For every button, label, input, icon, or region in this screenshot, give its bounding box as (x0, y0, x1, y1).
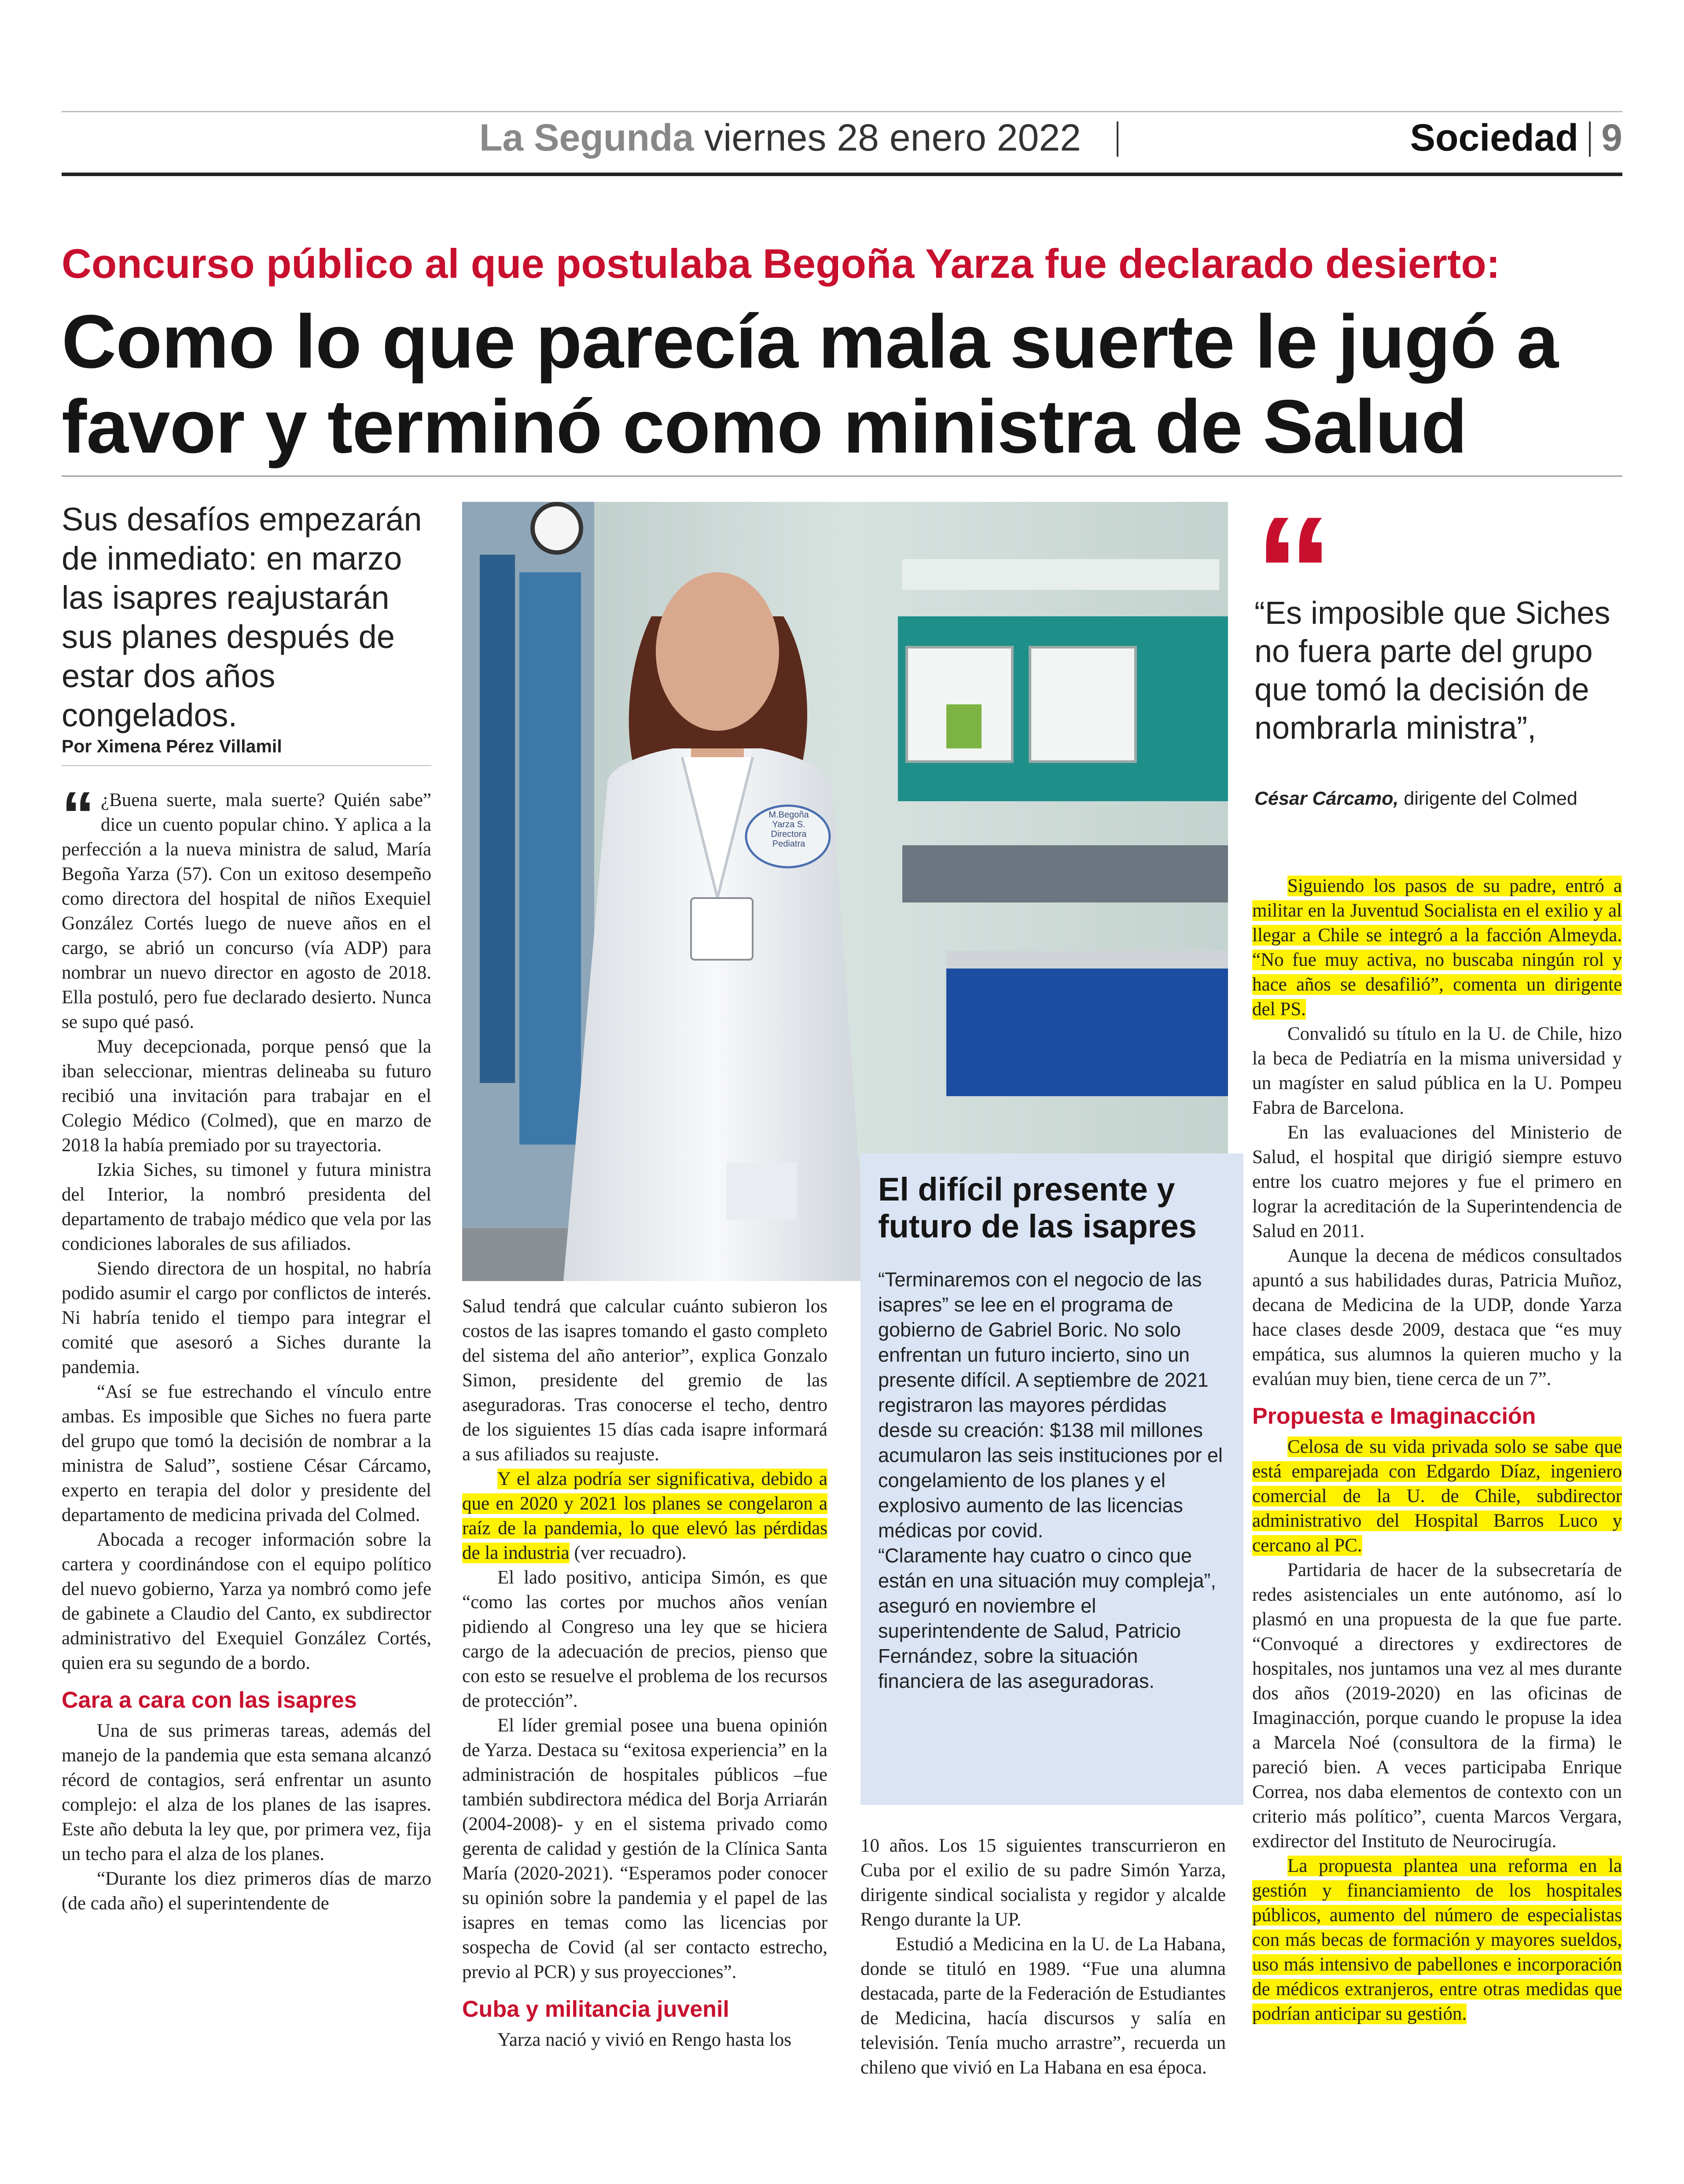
byline-rule (62, 765, 431, 766)
paragraph: Izkia Siches, su timonel y futura ministra del Interior, la nombró presidenta del departamento de trabajo médico que vela por las condiciones laborales de sus afiliados. (62, 1160, 431, 1254)
name-badge (758, 810, 820, 849)
issue-date: viernes 28 enero 2022 (704, 117, 1081, 159)
header-divider-2 (1589, 122, 1591, 157)
paragraph: Abocada a recoger información sobre la cartera y coordinándose con el equipo político del nuevo gobierno, Yarza ya nombró como jefe de gabinete a Claudio del Canto, ex subdirector administrativo del Exequiel González Cortés, quien era su segundo de a bordo. (62, 1529, 431, 1673)
article-column-4 (1252, 874, 1622, 2026)
paragraph: El líder gremial posee una buena opinión de Yarza. Destaca su “exitosa experiencia” en la administración de hospitales públicos –fue también subdirectora médica del Borja Arriarán (2004-2008)- y en el sistema privado como gerenta de calidad y gestión de la Clínica Santa María (2020-2021). “Esperamos poder conocer su opinión sobre la pandemia y el papel de las isapres en temas como las licencias por sospecha de Covid (al ser contacto estrecho, previo al PCR) y sus proyecciones”. (462, 1715, 827, 1982)
highlighted-text: La propuesta plantea una reforma en la gestión y financiamiento de los hospitales públicos, aumento del número de especialistas con más becas de formación y mayores sueldos, uso más intensivo de pabellones e incorporación de médicos extranjeros, entre otras medidas que podrían anticipar su gestión. (1252, 1856, 1622, 2024)
lead-paragraph (62, 778, 431, 1035)
paragraph: Aunque la decena de médicos consultados apuntó a sus habilidades duras, Patricia Muñoz, decana de Medicina de la UDP, donde Yarza hace clases desde 2009, destaca que “es muy empática, sus alumnos la quieren mucho y la evalúan muy bien, tiene cerca de un 7”. (1252, 1245, 1622, 1389)
paragraph-tail: (ver recuadro). (569, 1543, 687, 1563)
pullquote-text: “Es imposible que Siches no fuera parte del grupo que tomó la decisión de nombrarla ministra”, (1254, 596, 1610, 746)
paragraph: Una de sus primeras tareas, además del manejo de la pandemia que esta semana alcanzó récord de contagios, será enfrentar un asunto complejo: el alza de los planes de las isapres. Este año debuta la ley que, por primera vez, fija un techo para el alza de los planes. (62, 1720, 431, 1864)
section-name: Sociedad (1410, 117, 1578, 159)
header-rule (62, 173, 1622, 176)
kicker: Concurso público al que postulaba Begoña Yarza fue declarado desierto: (62, 240, 1500, 287)
subhead-isapres: Cara a cara con las isapres (62, 1687, 357, 1713)
sidebar-paragraph: “Claramente hay cuatro o cinco que están en una situación muy compleja”, aseguró en noviembre el superintendente de Salud, Patricio Fernández, sobre la situación financiera de las aseguradoras. (878, 1544, 1216, 1692)
highlighted-text: Y el alza podría ser significativa, debido a que en 2020 y 2021 los planes se congelaron a raíz de la pandemia, lo que elevó las pérdidas de la industria (462, 1469, 827, 1563)
byline: Por Ximena Pérez Villamil (62, 736, 282, 756)
pullquote-mark: “ (1254, 484, 1334, 661)
paragraph: En las evaluaciones del Ministerio de Salud, el hospital que dirigió siempre estuvo entre los cuatro mejores y fue el primero en lograr la acreditación de la Superintendencia de Salud en 2011. (1252, 1122, 1622, 1241)
subhead-propuesta: Propuesta e Imaginacción (1252, 1403, 1536, 1429)
pullquote-role: dirigente del Colmed (1398, 788, 1577, 809)
pullquote-attribution (1254, 788, 1624, 810)
badge-name: M.Begoña Yarza S. (768, 810, 809, 829)
paragraph: “Durante los diez primeros días de marzo (de cada año) el superintendente de (62, 1868, 431, 1914)
highlighted-text: Celosa de su vida privada solo se sabe que está emparejada con Edgardo Díaz, ingeniero comercial de la U. de Chile, subdirector administrativo del Hospital Barros Luco y cercano al PC. (1252, 1436, 1622, 1556)
highlighted-paragraph (462, 1467, 827, 1565)
badge-dept: Pediatra (772, 839, 805, 849)
lead-text: ¿Buena suerte, mala suerte? Quién sabe” dice un cuento popular chino. Y aplica a la perfección a la nueva ministra de salud, María Begoña Yarza (57). Con un exitoso desempeño como directora del hospital de niños Exequiel González Cortés luego de nueve años en el cargo, se abrió un concurso (vía ADP) para nombrar un nuevo director en agosto de 2018. Ella postuló, pero fue declarado desierto. Nunca se supo qué pasó. (62, 790, 431, 1032)
drop-quote-mark: “ (62, 778, 95, 852)
paragraph: Salud tendrá que calcular cuánto subieron los costos de las isapres tomando el gasto completo del sistema del año anterior”, explica Gonzalo Simon, presidente del gremio de las aseguradoras. Tras conocerse el techo, dentro de los siguientes 15 días cada isapre informará a sus afiliados su reajuste. (462, 1296, 827, 1465)
title-rule (62, 475, 1622, 477)
header-divider (1117, 122, 1118, 157)
article-column-1 (62, 778, 431, 1916)
highlighted-text: Siguiendo los pasos de su padre, entró a militar en la Juventud Socialista en el exilio y al llegar a Chile se integró a la facción Almeyda. “No fue muy activa, no buscaba ningún rol y hace años se desafilió”, comenta un dirigente del PS. (1252, 876, 1622, 1020)
paragraph: Muy decepcionada, porque pensó que la iban seleccionar, mientras delineaba su futuro recibió una invitación para trabajar en el Colegio Médico (Colmed), que en marzo de 2018 la había premiado por su trayectoria. (62, 1036, 431, 1156)
publication-date-line (479, 116, 1081, 160)
paragraph: Siendo directora de un hospital, no habría podido asumir el cargo por conflictos de interés. Ni habría tenido el tiempo para integrar el comité que asesoró a Siches durante la pandemia. (62, 1258, 431, 1377)
paragraph: Yarza nació y vivió en Rengo hasta los (497, 2029, 791, 2050)
badge-role: Directora (771, 829, 807, 839)
paragraph: Convalidó su título en la U. de Chile, hizo la beca de Pediatría en la misma universidad y un magíster en salud pública en la U. Pompeu Fabra de Barcelona. (1252, 1024, 1622, 1118)
sidebar-paragraph: “Terminaremos con el negocio de las isapres” se lee en el programa de gobierno de Gabriel Boric. No solo enfrentan un futuro incierto, sino un presente difícil. A septiembre de 2021 registraron las mayores pérdidas desde su creación: $138 mil millones acumularon las seis instituciones por el congelamiento de los planes y el explosivo aumento de las licencias médicas por covid. (878, 1268, 1223, 1542)
pullquote-name: César Cárcamo, (1254, 788, 1399, 809)
paragraph: Partidaria de hacer de la subsecretaría de redes asistenciales un ente autónomo, así lo plasmó en una propuesta de la que fue parte. “Convoqué a directores y exdirectores de hospitales, nos juntamos una vez al mes durante dos años (2019-2020) en las oficinas de Imaginacción, porque cuando le propuse la idea a Marcela Noé (consultora de la firma) le pareció bien. A veces participaba Enrique Correa, nos daba elementos de contexto con un criterio más político”, cuenta Marcos Vergara, exdirector del Instituto de Neurocirugía. (1252, 1560, 1622, 1852)
highlighted-paragraph (1252, 874, 1622, 1022)
paragraph: “Así se fue estrechando el vínculo entre ambas. Es imposible que Siches no fuera parte del grupo que tomó la decisión de nombrar a la ministra de Salud”, sostiene César Cárcamo, experto en terapia del dolor y presidente del departamento de medicina privada del Colmed. (62, 1381, 431, 1525)
paragraph: Estudió a Medicina en la U. de La Habana, donde se tituló en 1989. “Fue una alumna destacada, parte de la Federación de Estudiantes de Medicina, hacía discursos y salía en televisión. Tenía mucho arrastre”, recuerda un chileno que vivió en La Habana en esa época. (860, 1934, 1226, 2078)
sidebar-title: El difícil presente y futuro de las isapres (878, 1171, 1197, 1245)
publication-name: La Segunda (479, 117, 694, 159)
highlighted-paragraph (1252, 1854, 1622, 2026)
paragraph: El lado positivo, anticipa Simón, es que “como las cortes por muchos años venían pidiendo al Congreso una ley que se hiciera cargo de la adecuación de precios, pienso que con esto se resuelve el problema de los recursos de protección”. (462, 1567, 827, 1711)
top-rule (62, 111, 1622, 112)
page-header (62, 115, 1622, 168)
subhead-cuba: Cuba y militancia juvenil (462, 1996, 729, 2022)
sidebar-box (860, 1153, 1243, 1805)
article-column-3 (860, 1834, 1226, 2080)
article-column-2 (462, 1294, 827, 2052)
paragraph: 10 años. Los 15 siguientes transcurrieron en Cuba por el exilio de su padre Simón Yarza, dirigente sindical socialista y regidor y alcalde Rengo durante la UP. (860, 1835, 1226, 1930)
page-number: 9 (1601, 117, 1622, 159)
headline: Como lo que parecía mala suerte le jugó a favor y terminó como ministra de Salud (62, 299, 1559, 469)
highlighted-paragraph (1252, 1435, 1622, 1558)
deck: Sus desafíos empezarán de inmediato: en marzo las isapres reajustarán sus planes después de estar dos años congelados. (62, 501, 422, 733)
